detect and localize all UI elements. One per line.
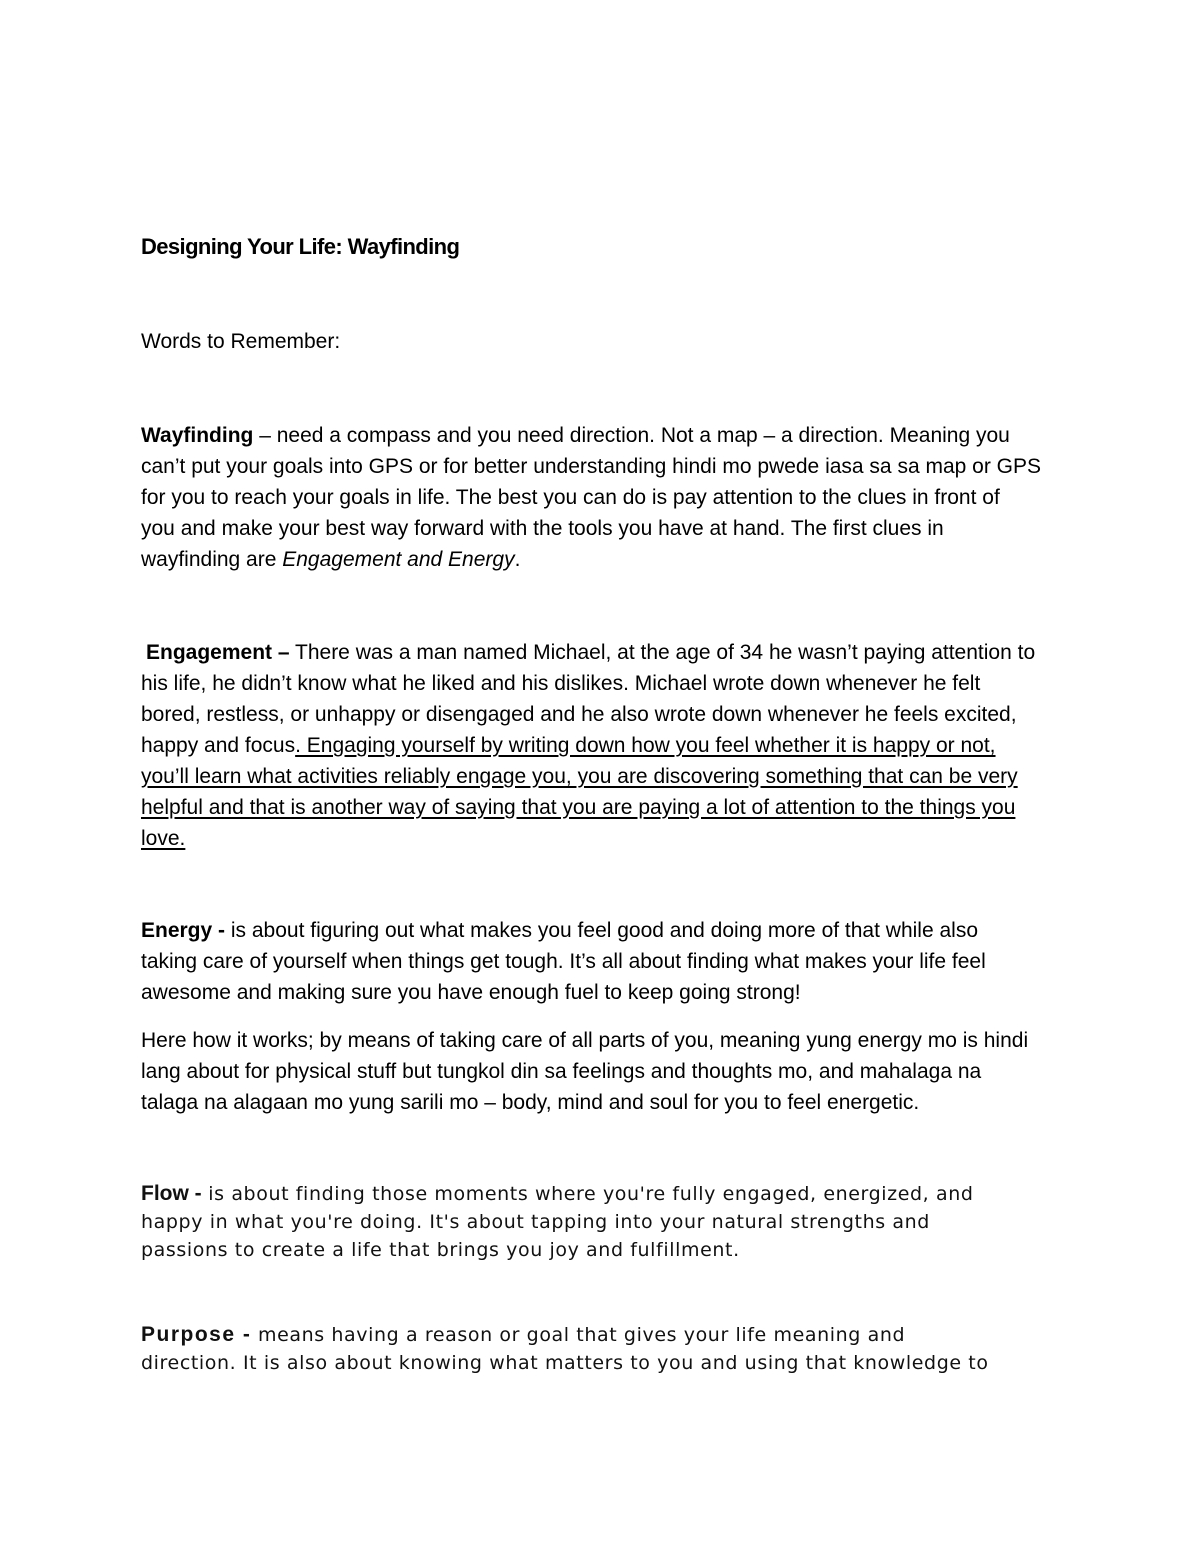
engagement-line [141, 730, 1066, 761]
engagement-underlined-line: helpful and that is another way of saying that you are paying a lot of attention to the things you [141, 796, 1016, 819]
page-title: Designing Your Life: Wayfinding [141, 234, 460, 259]
wayfinding-emphasis: Engagement and Energy [282, 548, 515, 571]
wayfinding-line [141, 544, 1066, 575]
wayfinding-line: for you to reach your goals in life. The best you can do is pay attention to the clues in front of [141, 486, 1000, 509]
energy-line: lang about for physical stuff but tungkol din sa feelings and thoughts mo, and mahalaga na [141, 1060, 982, 1083]
wayfinding-last-prefix: wayfinding are [141, 548, 283, 571]
engagement-plain-text: happy and focus [141, 734, 296, 757]
engagement-body [141, 668, 1066, 854]
energy-second-paragraph [141, 1025, 1066, 1118]
engagement-underlined-line: love. [141, 827, 186, 850]
wayfinding-line: you and make your best way forward with the tools you have at hand. The first clues in [141, 517, 944, 540]
words-to-remember-heading: Words to Remember: [141, 330, 341, 353]
flow-line: happy in what you're doing. It's about tapping into your natural strengths and [141, 1211, 930, 1233]
engagement-underlined-text: . Engaging yourself by writing down how you feel whether it is happy or not, [295, 734, 996, 757]
energy-line: Here how it works; by means of taking care of all parts of you, meaning yung energy mo is hindi [141, 1029, 1029, 1052]
flow-line [141, 1180, 1066, 1208]
engagement-line: bored, restless, or unhappy or disengaged and he also wrote down whenever he feels excited, [141, 703, 1017, 726]
wayfinding-term: Wayfinding [141, 424, 254, 447]
energy-term: Energy - [141, 919, 226, 942]
flow-line: passions to create a life that brings you joy and fulfillment. [141, 1239, 740, 1261]
flow-term: Flow - [141, 1182, 202, 1205]
engagement-text: There was a man named Michael, at the age of 34 he wasn’t paying attention to [289, 641, 1036, 664]
engagement-underlined-line: you’ll learn what activities reliably engage you, you are discovering something that can be very [141, 765, 1018, 788]
energy-text: is about figuring out what makes you feel good and doing more of that while also [225, 919, 978, 942]
flow-paragraph [141, 1180, 1066, 1264]
purpose-paragraph [141, 1321, 1066, 1377]
wayfinding-line [141, 420, 1066, 451]
energy-line: talaga na alagaan mo yung sarili mo – body, mind and soul for you to feel energetic. [141, 1091, 920, 1114]
energy-line: awesome and making sure you have enough fuel to keep going strong! [141, 981, 801, 1004]
wayfinding-line: can’t put your goals into GPS or for better understanding hindi mo pwede iasa sa sa map or GPS [141, 455, 1041, 478]
engagement-line: his life, he didn’t know what he liked and his dislikes. Michael wrote down whenever he felt [141, 672, 981, 695]
energy-line [141, 915, 1066, 946]
energy-paragraph [141, 915, 1066, 1008]
purpose-term: Purpose - [141, 1323, 252, 1346]
purpose-text: means having a reason or goal that gives your life meaning and [251, 1324, 906, 1346]
engagement-term: Engagement – [146, 641, 290, 664]
engagement-line [146, 637, 1071, 668]
purpose-line [141, 1321, 1066, 1349]
energy-line: taking care of yourself when things get tough. It’s all about finding what makes your life feel [141, 950, 986, 973]
purpose-line: direction. It is also about knowing what matters to you and using that knowledge to [141, 1352, 989, 1374]
engagement-paragraph [146, 637, 1071, 668]
flow-text: is about finding those moments where you're fully engaged, energized, and [201, 1183, 974, 1205]
wayfinding-text: – need a compass and you need direction. Not a map – a direction. Meaning you [253, 424, 1010, 447]
wayfinding-last-suffix: . [514, 548, 521, 571]
wayfinding-paragraph [141, 420, 1066, 575]
